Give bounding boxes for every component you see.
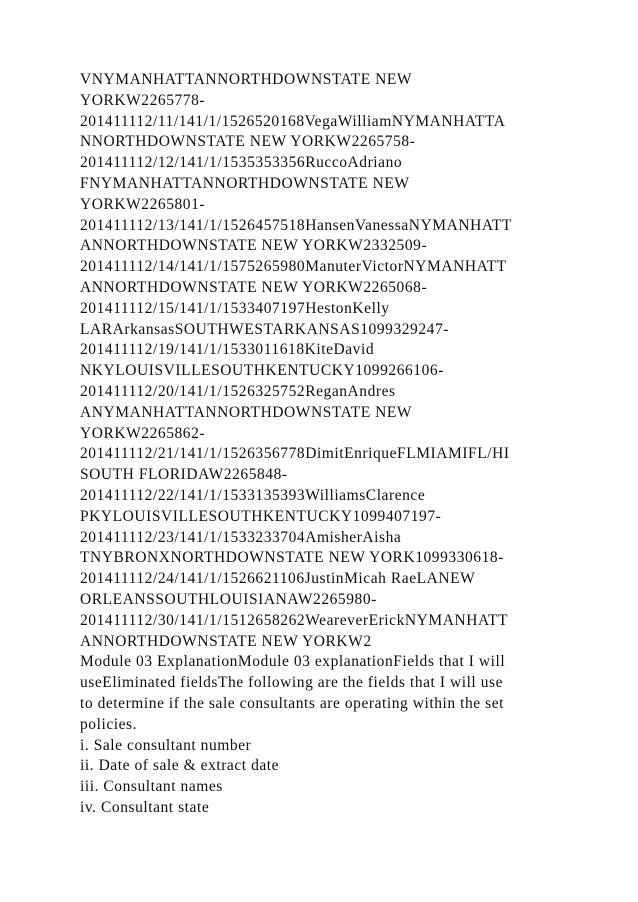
- text-line: 201411112/14/141/1/1575265980ManuterVictorNYMANHATT: [80, 258, 507, 276]
- text-line: 201411112/11/141/1/1526520168VegaWilliamNYMANHATTA: [80, 112, 506, 130]
- text-line: 201411112/12/141/1/1535353356RuccoAdriano: [80, 154, 403, 172]
- text-line: 201411112/13/141/1/1526457518HansenVanessaNYMANHATT: [80, 216, 512, 234]
- text-line: to determine if the sale consultants are operating within the set: [80, 694, 504, 712]
- document-page: [80, 70, 560, 819]
- text-line: ANNORTHDOWNSTATE NEW YORKW2: [80, 632, 372, 650]
- text-line: useEliminated fieldsThe following are the fields that I will use: [80, 674, 504, 692]
- text-line: FNYMANHATTANNORTHDOWNSTATE NEW: [80, 174, 410, 192]
- text-line: 201411112/24/141/1/1526621106JustinMicah RaeLANEW: [80, 570, 476, 588]
- text-line: YORKW2265862-: [80, 424, 206, 442]
- text-line: 201411112/20/141/1/1526325752ReganAndres: [80, 382, 396, 400]
- text-line: 201411112/23/141/1/1533233704AmisherAisha: [80, 528, 402, 546]
- text-line: TNYBRONXNORTHDOWNSTATE NEW YORK1099330618-: [80, 549, 504, 567]
- text-line: ANNORTHDOWNSTATE NEW YORKW2332509-: [80, 237, 428, 255]
- text-line: VNYMANHATTANNORTHDOWNSTATE NEW: [80, 71, 413, 88]
- text-line: SOUTH FLORIDAW2265848-: [80, 466, 288, 484]
- text-line: 201411112/19/141/1/1533011618KiteDavid: [80, 341, 375, 359]
- text-line: 201411112/21/141/1/1526356778DimitEnriqueFLMIAMIFL/HI: [80, 445, 510, 463]
- text-line: i. Sale consultant number: [80, 736, 252, 754]
- text-line: iv. Consultant state: [80, 798, 210, 816]
- text-line: LARArkansasSOUTHWESTARKANSAS1099329247-: [80, 320, 449, 338]
- text-line: iii. Consultant names: [80, 778, 223, 796]
- text-line: 201411112/15/141/1/1533407197HestonKelly: [80, 299, 390, 317]
- text-line: ORLEANSSOUTHLOUISIANAW2265980-: [80, 590, 377, 608]
- text-line: ii. Date of sale & extract date: [80, 757, 280, 775]
- text-line: ANYMANHATTANNORTHDOWNSTATE NEW: [80, 403, 413, 421]
- text-line: NKYLOUISVILLESOUTHKENTUCKY1099266106-: [80, 362, 444, 380]
- text-line: 201411112/30/141/1/1512658262WeareverErickNYMANHATT: [80, 611, 509, 629]
- text-line: Module 03 ExplanationModule 03 explanationFields that I will: [80, 653, 506, 671]
- text-line: 201411112/22/141/1/1533135393WilliamsClarence: [80, 486, 426, 504]
- text-line: PKYLOUISVILLESOUTHKENTUCKY1099407197-: [80, 507, 442, 525]
- text-line: policies.: [80, 715, 138, 733]
- text-line: YORKW2265778-: [80, 91, 206, 109]
- text-line: ANNORTHDOWNSTATE NEW YORKW2265068-: [80, 278, 428, 296]
- text-line: NNORTHDOWNSTATE NEW YORKW2265758-: [80, 133, 416, 151]
- text-line: YORKW2265801-: [80, 195, 206, 213]
